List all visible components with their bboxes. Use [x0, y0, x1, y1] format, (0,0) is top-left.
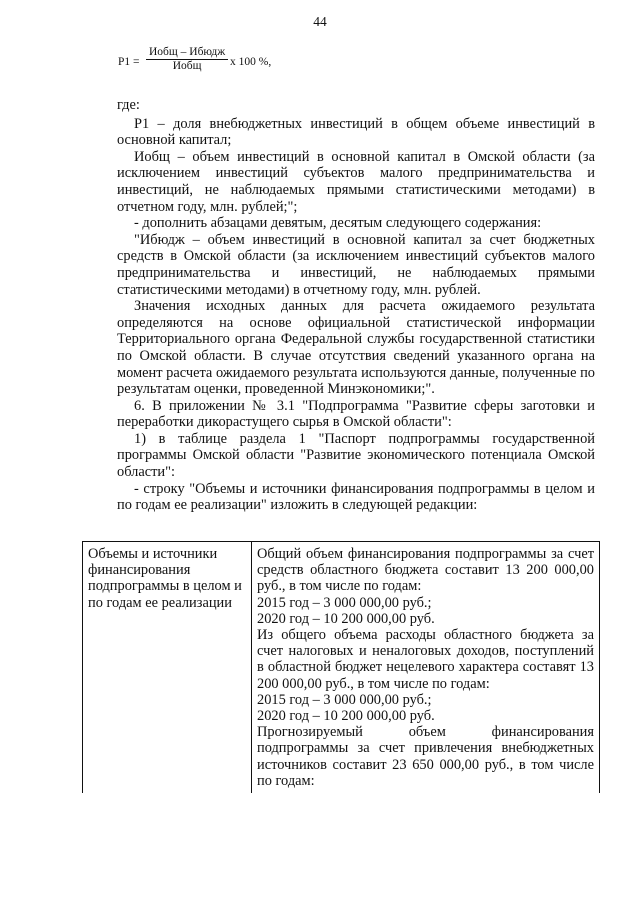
cell-paragraph: 2015 год – 3 000 000,00 руб.; [257, 594, 432, 611]
cell-paragraph: Общий объем финансирования подпрограммы за счет средств областного бюджета составит 13 200 000,00 руб., в том числе по годам: [257, 546, 594, 595]
cell-paragraph: 2015 год – 3 000 000,00 руб.; [257, 691, 432, 708]
formula-tail: х 100 %, [230, 56, 272, 68]
document-body [117, 97, 595, 514]
formula-fraction [146, 46, 228, 73]
paragraph-where: где: [117, 97, 140, 113]
table-cell-content [252, 542, 600, 794]
paragraph-appendix-3-1: 6. В приложении № 3.1 "Подпрограмма "Развитие сферы заготовки и переработки дикорастущего сырья в Омской области": [117, 397, 595, 431]
cell-paragraph: Из общего объема расходы областного бюджета за счет налоговых и неналоговых доходов, поступлений в областной бюджет нецелевого характера составят 13 200 000,00 руб., в том числе по годам: [257, 627, 594, 692]
passport-table [82, 541, 600, 793]
paragraph-replace-row: - строку "Объемы и источники финансирования подпрограммы в целом и по годам ее реализации" изложить в следующей редакции: [117, 480, 595, 514]
paragraph-source-data: Значения исходных данных для расчета ожидаемого результата определяются на основе официальной статистической информации Территориального органа Федеральной службы государственной статистики по Омской области. В случае отсутствия сведений указанного органа на момент расчета ожидаемого результата используются данные, полученные по результатам оценки, проведенной Минэкономики;". [117, 298, 595, 398]
paragraph-iobsh-definition: Иобщ – объем инвестиций в основной капитал в Омской области (за исключением инвестиций субъектов малого предпринимательства и инвестиций, не наблюдаемых прямыми статистическими методами) в отчетном году, млн. рублей;"; [117, 148, 595, 215]
table-cell-label: Объемы и источники финансирования подпрограммы в целом и по годам ее реализации [83, 542, 252, 794]
cell-paragraph: Прогнозируемый объем финансирования подпрограммы за счет привлечения внебюджетных источников составит 23 650 000,00 руб., в том числе по годам: [257, 724, 594, 789]
cell-paragraph: 2020 год – 10 200 000,00 руб. [257, 610, 435, 627]
paragraph-add-clauses: - дополнить абзацами девятым, десятым следующего содержания: [134, 215, 542, 232]
formula-denominator: Иобщ [172, 60, 202, 72]
formula-numerator: Иобщ – Ибюдж [146, 46, 228, 60]
table-row [83, 542, 600, 794]
page-number: 44 [313, 14, 327, 29]
paragraph-table-section-1: 1) в таблице раздела 1 "Паспорт подпрограммы государственной программы Омской области "Развитие экономического потенциала Омской области": [117, 430, 595, 481]
formula-lhs: Р1 = [118, 56, 140, 68]
paragraph-p1-definition: Р1 – доля внебюджетных инвестиций в общем объеме инвестиций в основной капитал; [117, 115, 595, 149]
paragraph-ibudzh-definition: "Ибюдж – объем инвестиций в основной капитал за счет бюджетных средств в Омской области (за исключением инвестиций субъектов малого предпринимательства и инвестиций, не наблюдаемых прямыми статистическими методами) в отчетному году, млн. рублей. [117, 231, 595, 298]
cell-paragraph: 2020 год – 10 200 000,00 руб. [257, 708, 435, 725]
